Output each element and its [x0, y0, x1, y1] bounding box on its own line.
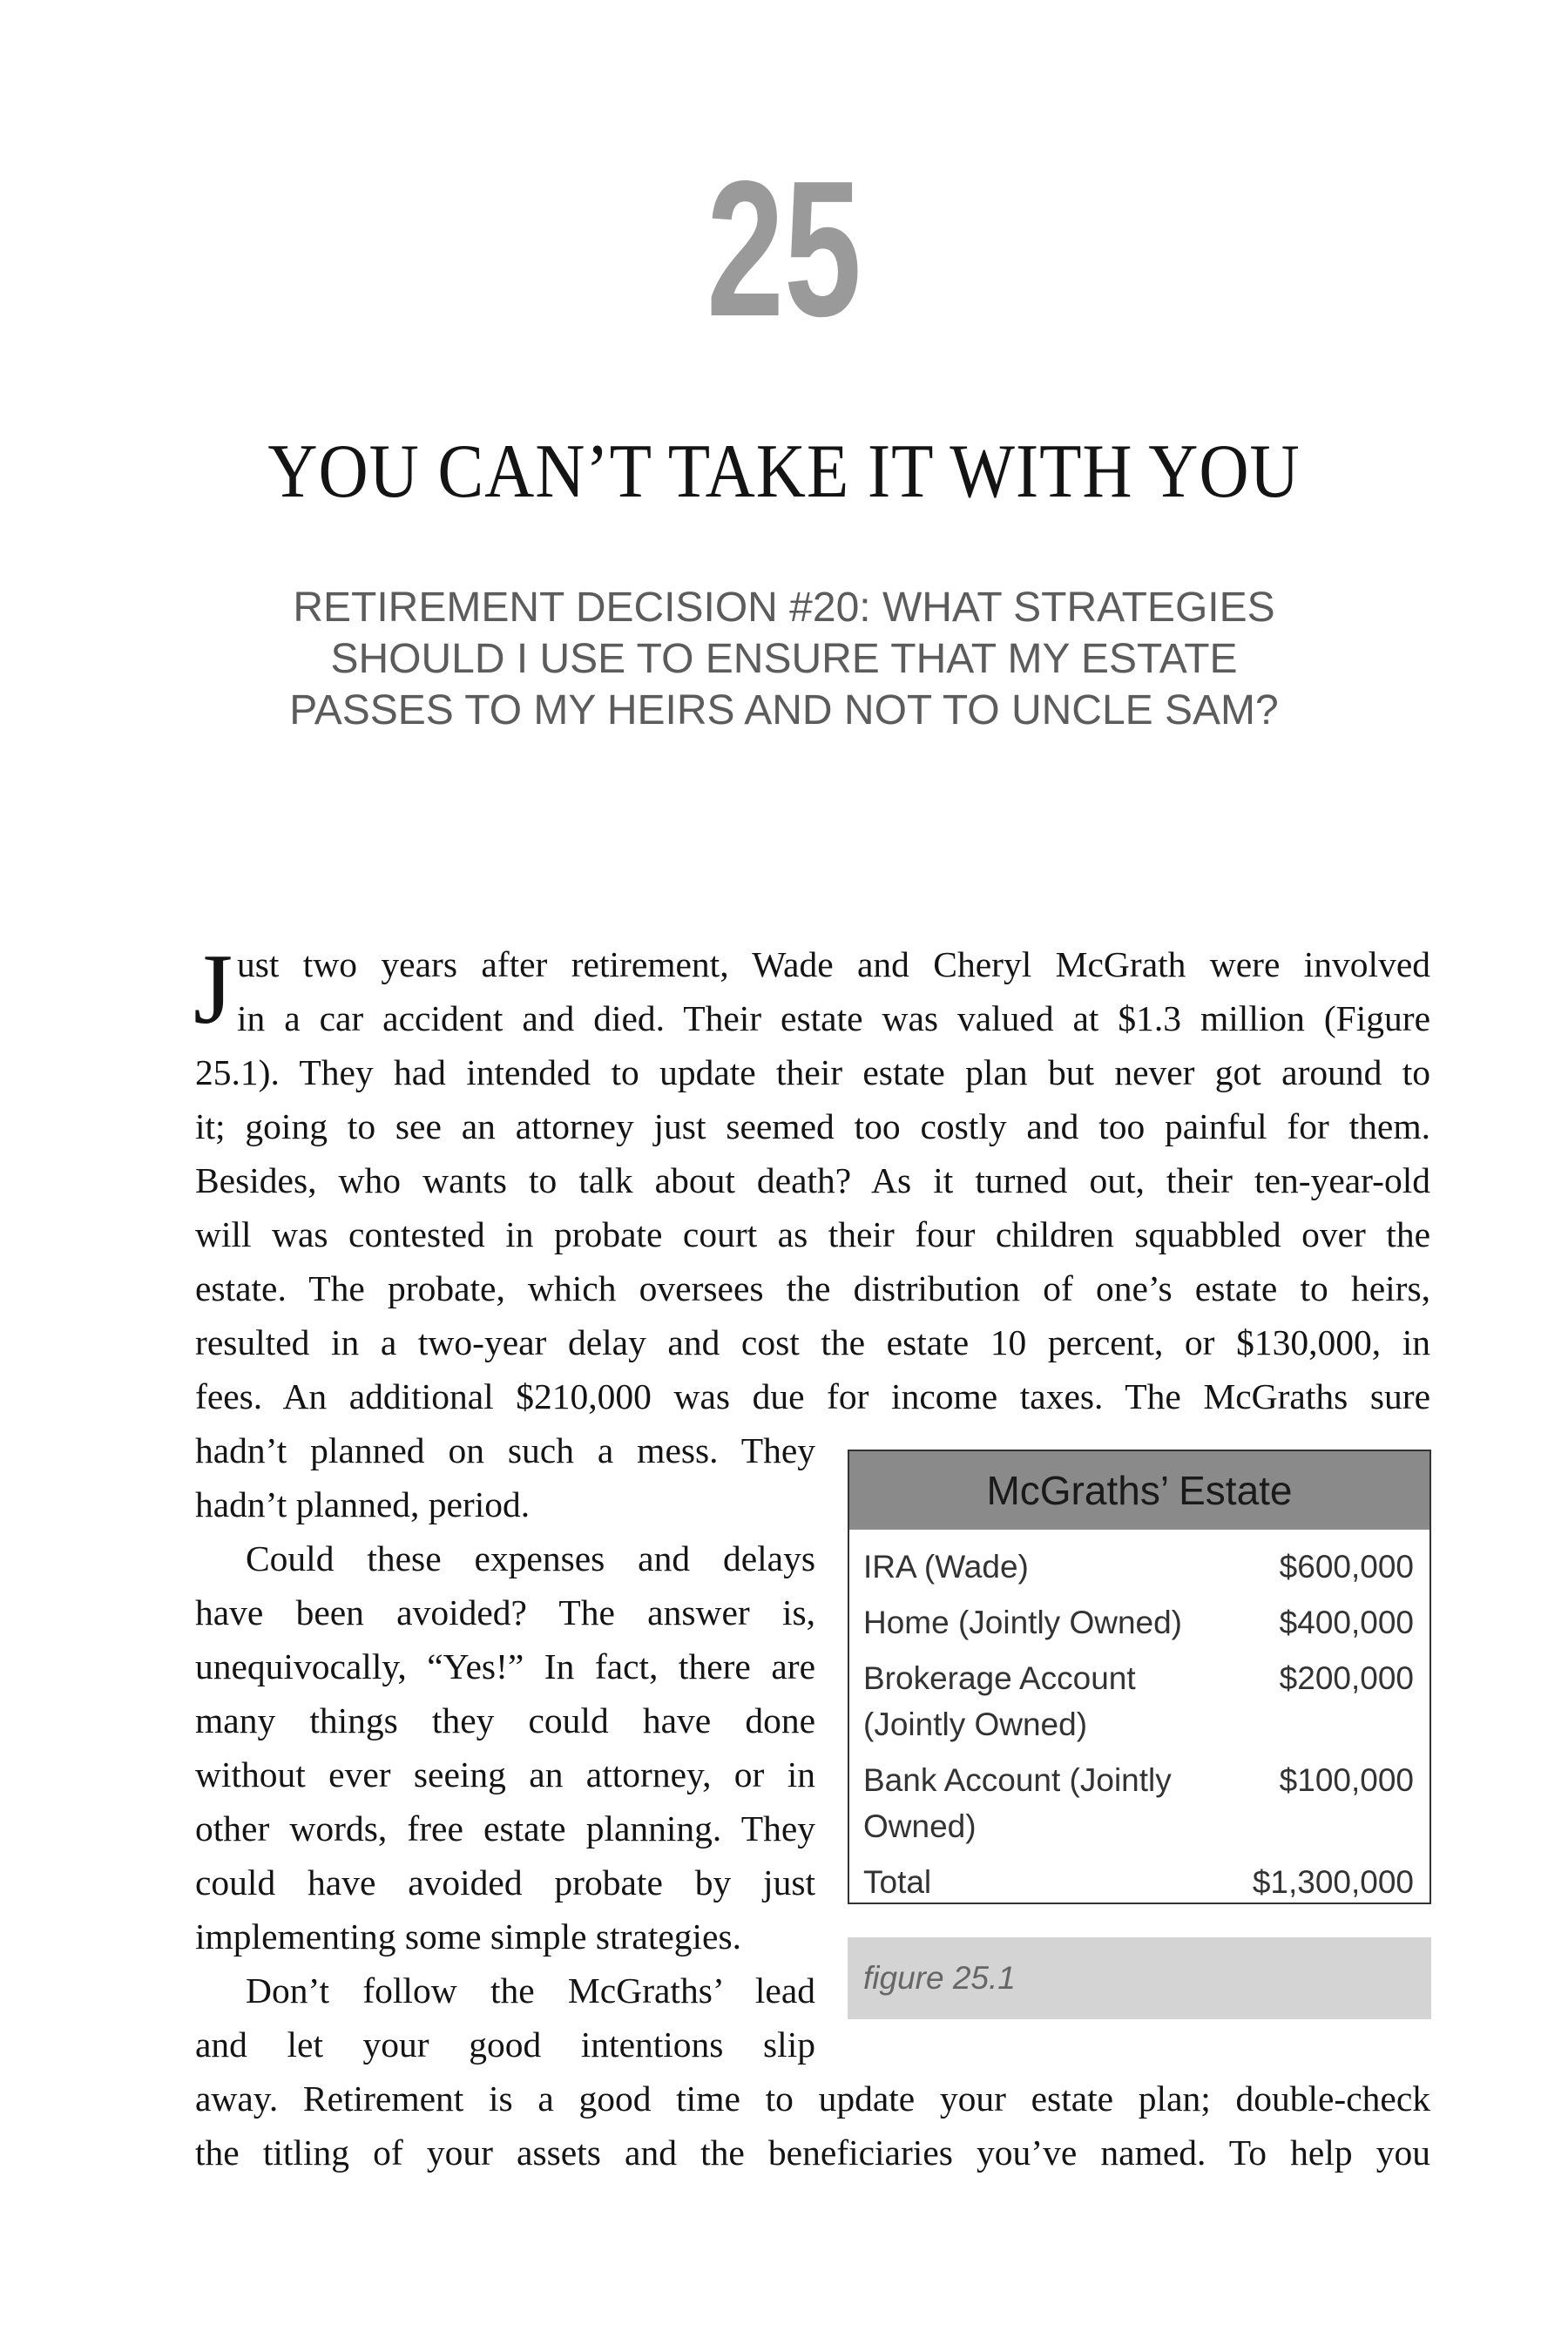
- body-line: Don’t follow the McGraths’ lead: [246, 1970, 815, 2011]
- table-row: [849, 1599, 1429, 1646]
- row-label: Total: [863, 1864, 932, 1900]
- body-line: and let your good intentions slip: [195, 2024, 815, 2065]
- table-row: [849, 1757, 1429, 1849]
- body-line: many things they could have done: [195, 1700, 815, 1740]
- chapter-title: YOU CAN’T TAKE IT WITH YOU: [267, 429, 1301, 514]
- row-label: Brokerage Account (Jointly Owned): [863, 1660, 1136, 1742]
- body-line: Besides, who wants to talk about death? As it turned out, their ten-year-old: [195, 1160, 1430, 1200]
- body-line: resulted in a two-year delay and cost the estate 10 percent, or $130,000, in: [195, 1322, 1430, 1362]
- body-line: unequivocally, “Yes!” In fact, there are: [195, 1646, 815, 1686]
- row-value: $1,300,000: [1252, 1864, 1414, 1900]
- row-label: IRA (Wade): [863, 1549, 1029, 1585]
- table-row-total: [849, 1859, 1429, 1905]
- body-line: implementing some simple strategies.: [195, 1916, 741, 1957]
- body-line: fees. An additional $210,000 was due for income taxes. The McGraths sure: [195, 1376, 1430, 1416]
- body-line: it; going to see an attorney just seemed too costly and too painful for them.: [195, 1106, 1430, 1146]
- figure-caption: figure 25.1: [848, 1937, 1431, 2019]
- body-line: could have avoided probate by just: [195, 1862, 815, 1903]
- table-row: [849, 1544, 1429, 1590]
- row-value: $200,000: [1279, 1660, 1414, 1696]
- body-line: away. Retirement is a good time to update your estate plan; double-check: [195, 2078, 1430, 2119]
- body-line: other words, free estate planning. They: [195, 1808, 815, 1848]
- row-value: $400,000: [1279, 1605, 1414, 1640]
- body-line: the titling of your assets and the beneficiaries you’ve named. To help you: [195, 2132, 1430, 2173]
- drop-cap: J: [193, 934, 233, 1045]
- chapter-subtitle: [218, 582, 1350, 736]
- estate-table-title: McGraths’ Estate: [849, 1451, 1429, 1530]
- row-label: Bank Account (Jointly Owned): [863, 1762, 1172, 1844]
- body-line: will was contested in probate court as their four children squabbled over the: [195, 1214, 1430, 1254]
- body-line: Could these expenses and delays: [246, 1538, 815, 1578]
- subtitle-line: RETIREMENT DECISION #20: WHAT STRATEGIES: [293, 585, 1275, 631]
- body-line: without ever seeing an attorney, or in: [195, 1754, 815, 1794]
- row-value: $600,000: [1279, 1549, 1414, 1585]
- chapter-number: 25: [706, 141, 862, 357]
- body-line: ust two years after retirement, Wade and Cheryl McGrath were involved: [237, 944, 1430, 984]
- body-line: estate. The probate, which oversees the distribution of one’s estate to heirs,: [195, 1268, 1430, 1308]
- body-line: hadn’t planned, period.: [195, 1484, 531, 1524]
- estate-table: [848, 1450, 1431, 1904]
- table-row: [849, 1655, 1429, 1747]
- body-line: 25.1). They had intended to update their estate plan but never got around to: [195, 1052, 1430, 1092]
- subtitle-line: SHOULD I USE TO ENSURE THAT MY ESTATE: [330, 636, 1238, 682]
- row-label: Home (Jointly Owned): [863, 1605, 1183, 1640]
- body-line: hadn’t planned on such a mess. They: [195, 1430, 815, 1470]
- row-value: $100,000: [1279, 1762, 1414, 1798]
- body-line: have been avoided? The answer is,: [195, 1592, 815, 1632]
- body-line: in a car accident and died. Their estate was valued at $1.3 million (Figure: [237, 998, 1430, 1038]
- subtitle-line: PASSES TO MY HEIRS AND NOT TO UNCLE SAM?: [289, 687, 1279, 733]
